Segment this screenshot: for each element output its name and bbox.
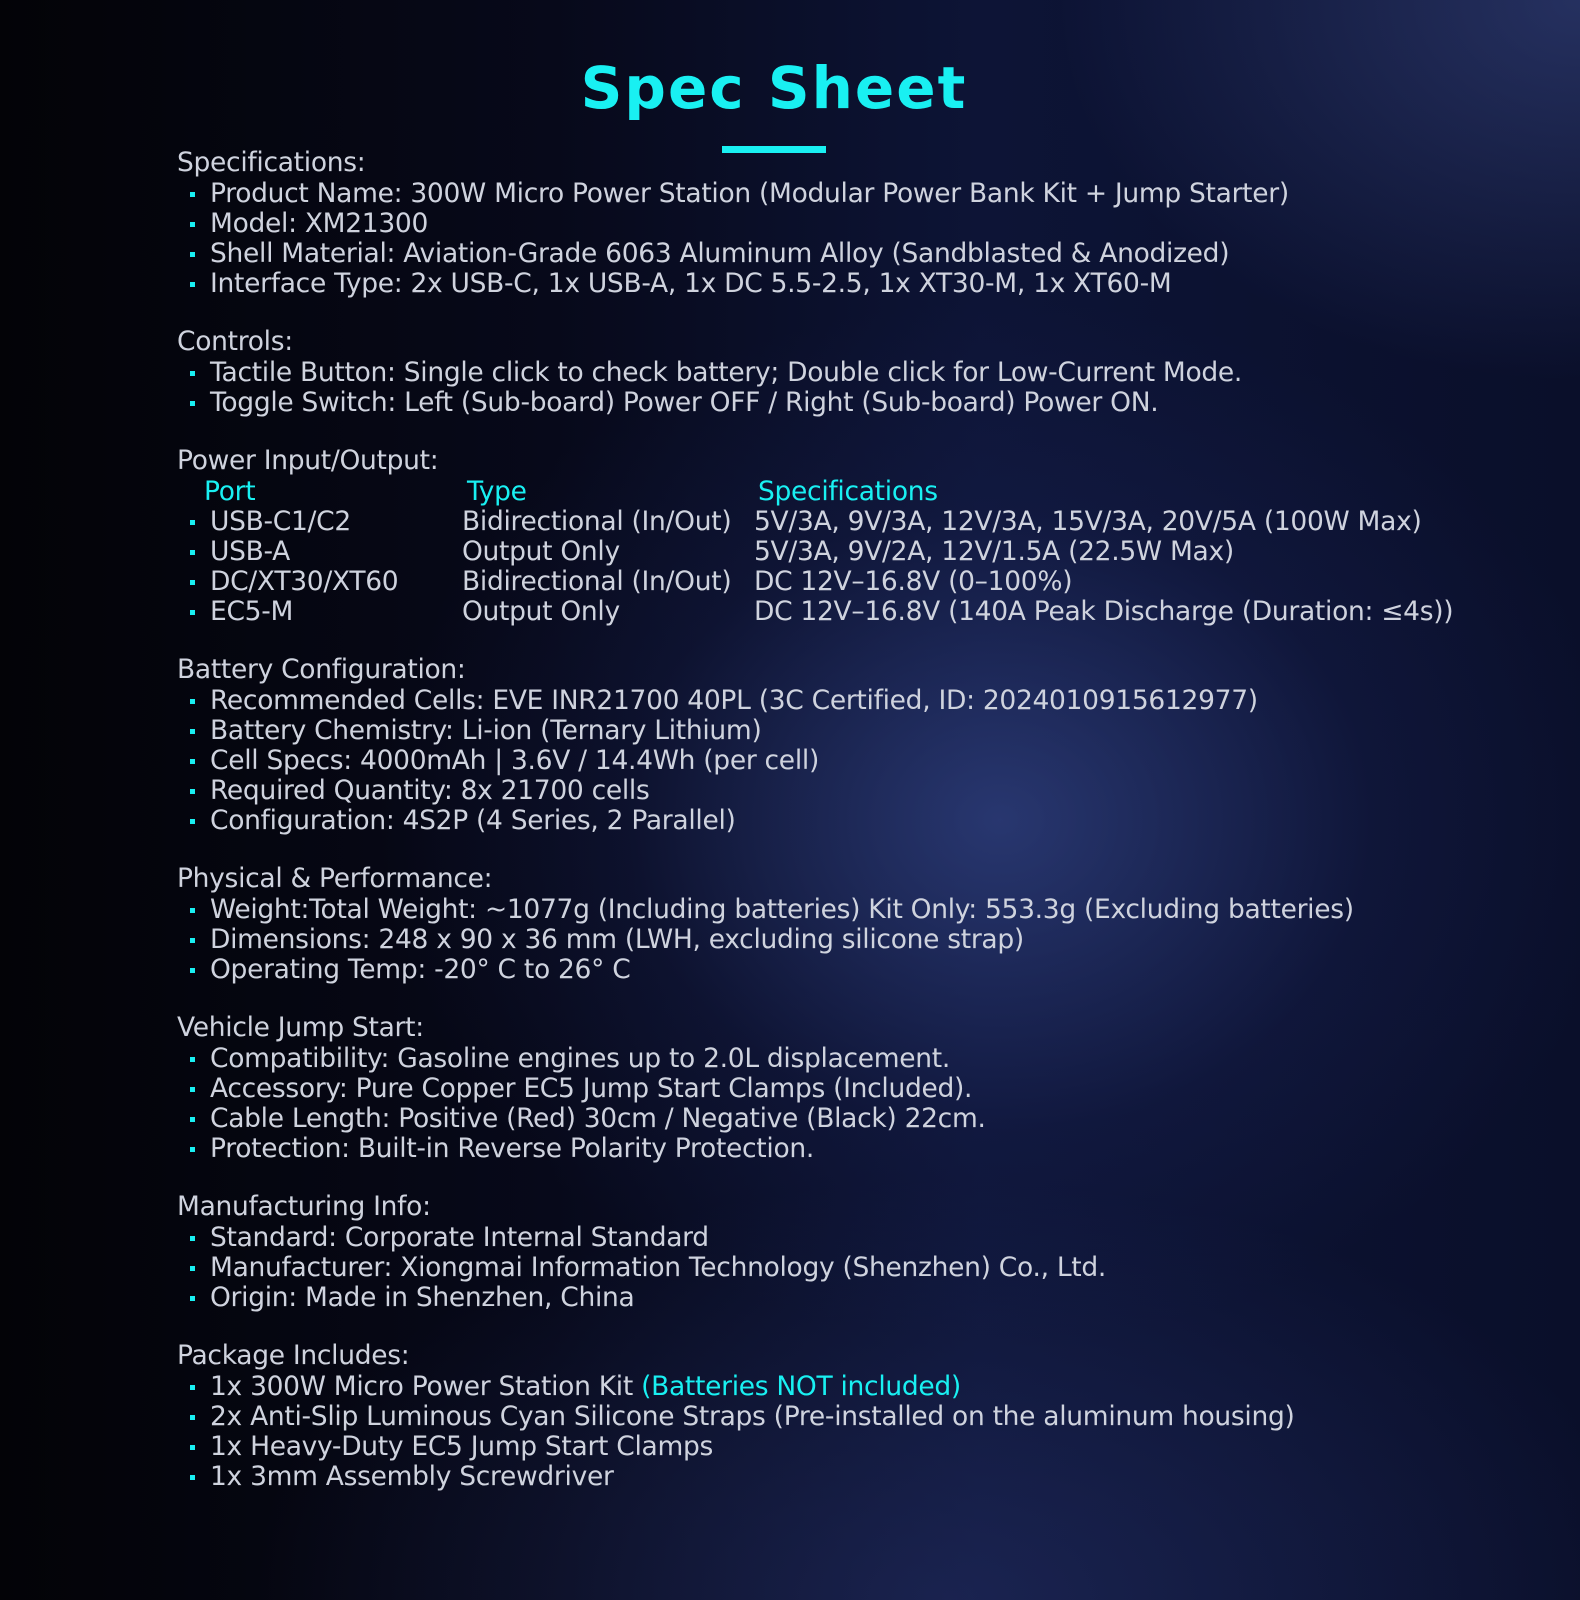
list-item: 1x Heavy-Duty EC5 Jump Start Clamps: [177, 1432, 1557, 1462]
list-item: Cable Length: Positive (Red) 30cm / Negative (Black) 22cm.: [177, 1104, 1557, 1134]
list-item: 1x 3mm Assembly Screwdriver: [177, 1462, 1557, 1492]
section-heading: Power Input/Output:: [177, 445, 439, 476]
list-item: Interface Type: 2x USB-C, 1x USB-A, 1x DC 5.5-2.5, 1x XT30-M, 1x XT60-M: [177, 269, 1557, 299]
package-item-text: 1x 300W Micro Power Station Kit: [210, 1371, 642, 1402]
list-item: Cell Specs: 4000mAh | 3.6V / 14.4Wh (per cell): [177, 746, 1557, 776]
section-heading: Physical & Performance:: [177, 863, 493, 894]
port-cell: USB-C1/C2: [210, 506, 351, 537]
table-header: [177, 477, 1557, 507]
list-item: Compatibility: Gasoline engines up to 2.0L displacement.: [177, 1044, 1557, 1074]
list-item: Tactile Button: Single click to check battery; Double click for Low-Current Mode.: [177, 358, 1557, 388]
list-item: Model: XM21300: [177, 209, 1557, 239]
table-row: [177, 567, 1557, 597]
port-cell: DC/XT30/XT60: [210, 566, 399, 597]
list-item: Weight:Total Weight: ~1077g (Including batteries) Kit Only: 553.3g (Excluding batteries): [177, 895, 1557, 925]
list-item: Battery Chemistry: Li-ion (Ternary Lithium): [177, 716, 1557, 746]
section-heading: Manufacturing Info:: [177, 1191, 431, 1222]
type-cell: Bidirectional (In/Out): [462, 506, 732, 537]
section-heading: Specifications:: [177, 147, 366, 178]
section-heading: Package Includes:: [177, 1340, 410, 1371]
column-header-specifications: Specifications: [758, 476, 938, 507]
list-item: Accessory: Pure Copper EC5 Jump Start Clamps (Included).: [177, 1074, 1557, 1104]
list-item: Shell Material: Aviation-Grade 6063 Aluminum Alloy (Sandblasted & Anodized): [177, 239, 1557, 269]
column-header-type: Type: [467, 476, 527, 507]
table-row: [177, 507, 1557, 537]
physical-section: [177, 863, 1557, 985]
spec-cell: DC 12V–16.8V (0–100%): [754, 566, 1073, 597]
port-cell: USB-A: [210, 536, 291, 567]
column-header-port: Port: [204, 476, 256, 507]
section-heading: Vehicle Jump Start:: [177, 1012, 424, 1043]
batteries-not-included-note: (Batteries NOT included): [641, 1371, 961, 1402]
section-heading: Controls:: [177, 326, 293, 357]
list-item: Product Name: 300W Micro Power Station (Modular Power Bank Kit + Jump Starter): [177, 179, 1557, 209]
specifications-section: [177, 147, 1557, 299]
list-item: Dimensions: 248 x 90 x 36 mm (LWH, excluding silicone strap): [177, 925, 1557, 955]
controls-section: [177, 326, 1557, 418]
list-item: Protection: Built-in Reverse Polarity Protection.: [177, 1134, 1557, 1164]
page-title: Spec Sheet: [580, 54, 968, 122]
list-item: Operating Temp: -20° C to 26° C: [177, 955, 1557, 985]
manufacturing-section: [177, 1191, 1557, 1313]
power-io-section: [177, 445, 1557, 627]
list-item: Manufacturer: Xiongmai Information Technology (Shenzhen) Co., Ltd.: [177, 1253, 1557, 1283]
type-cell: Bidirectional (In/Out): [462, 566, 732, 597]
list-item: Origin: Made in Shenzhen, China: [177, 1283, 1557, 1313]
battery-section: [177, 654, 1557, 836]
list-item: 2x Anti-Slip Luminous Cyan Silicone Straps (Pre-installed on the aluminum housing): [177, 1402, 1557, 1432]
list-item: Recommended Cells: EVE INR21700 40PL (3C Certified, ID: 2024010915612977): [177, 686, 1557, 716]
jump-start-section: [177, 1012, 1557, 1164]
package-section: [177, 1340, 1557, 1492]
list-item: Required Quantity: 8x 21700 cells: [177, 776, 1557, 806]
spec-cell: DC 12V–16.8V (140A Peak Discharge (Duration: ≤4s)): [754, 596, 1454, 627]
section-heading: Battery Configuration:: [177, 654, 466, 685]
port-cell: EC5-M: [210, 596, 294, 627]
list-item: Standard: Corporate Internal Standard: [177, 1223, 1557, 1253]
table-row: [177, 537, 1557, 567]
spec-content: [177, 147, 1557, 1519]
type-cell: Output Only: [462, 596, 620, 627]
spec-cell: 5V/3A, 9V/3A, 12V/3A, 15V/3A, 20V/5A (100W Max): [754, 506, 1422, 537]
table-row: [177, 597, 1557, 627]
spec-cell: 5V/3A, 9V/2A, 12V/1.5A (22.5W Max): [754, 536, 1234, 567]
list-item: [177, 1372, 1557, 1402]
type-cell: Output Only: [462, 536, 620, 567]
list-item: Toggle Switch: Left (Sub-board) Power OFF / Right (Sub-board) Power ON.: [177, 388, 1557, 418]
list-item: Configuration: 4S2P (4 Series, 2 Parallel): [177, 806, 1557, 836]
